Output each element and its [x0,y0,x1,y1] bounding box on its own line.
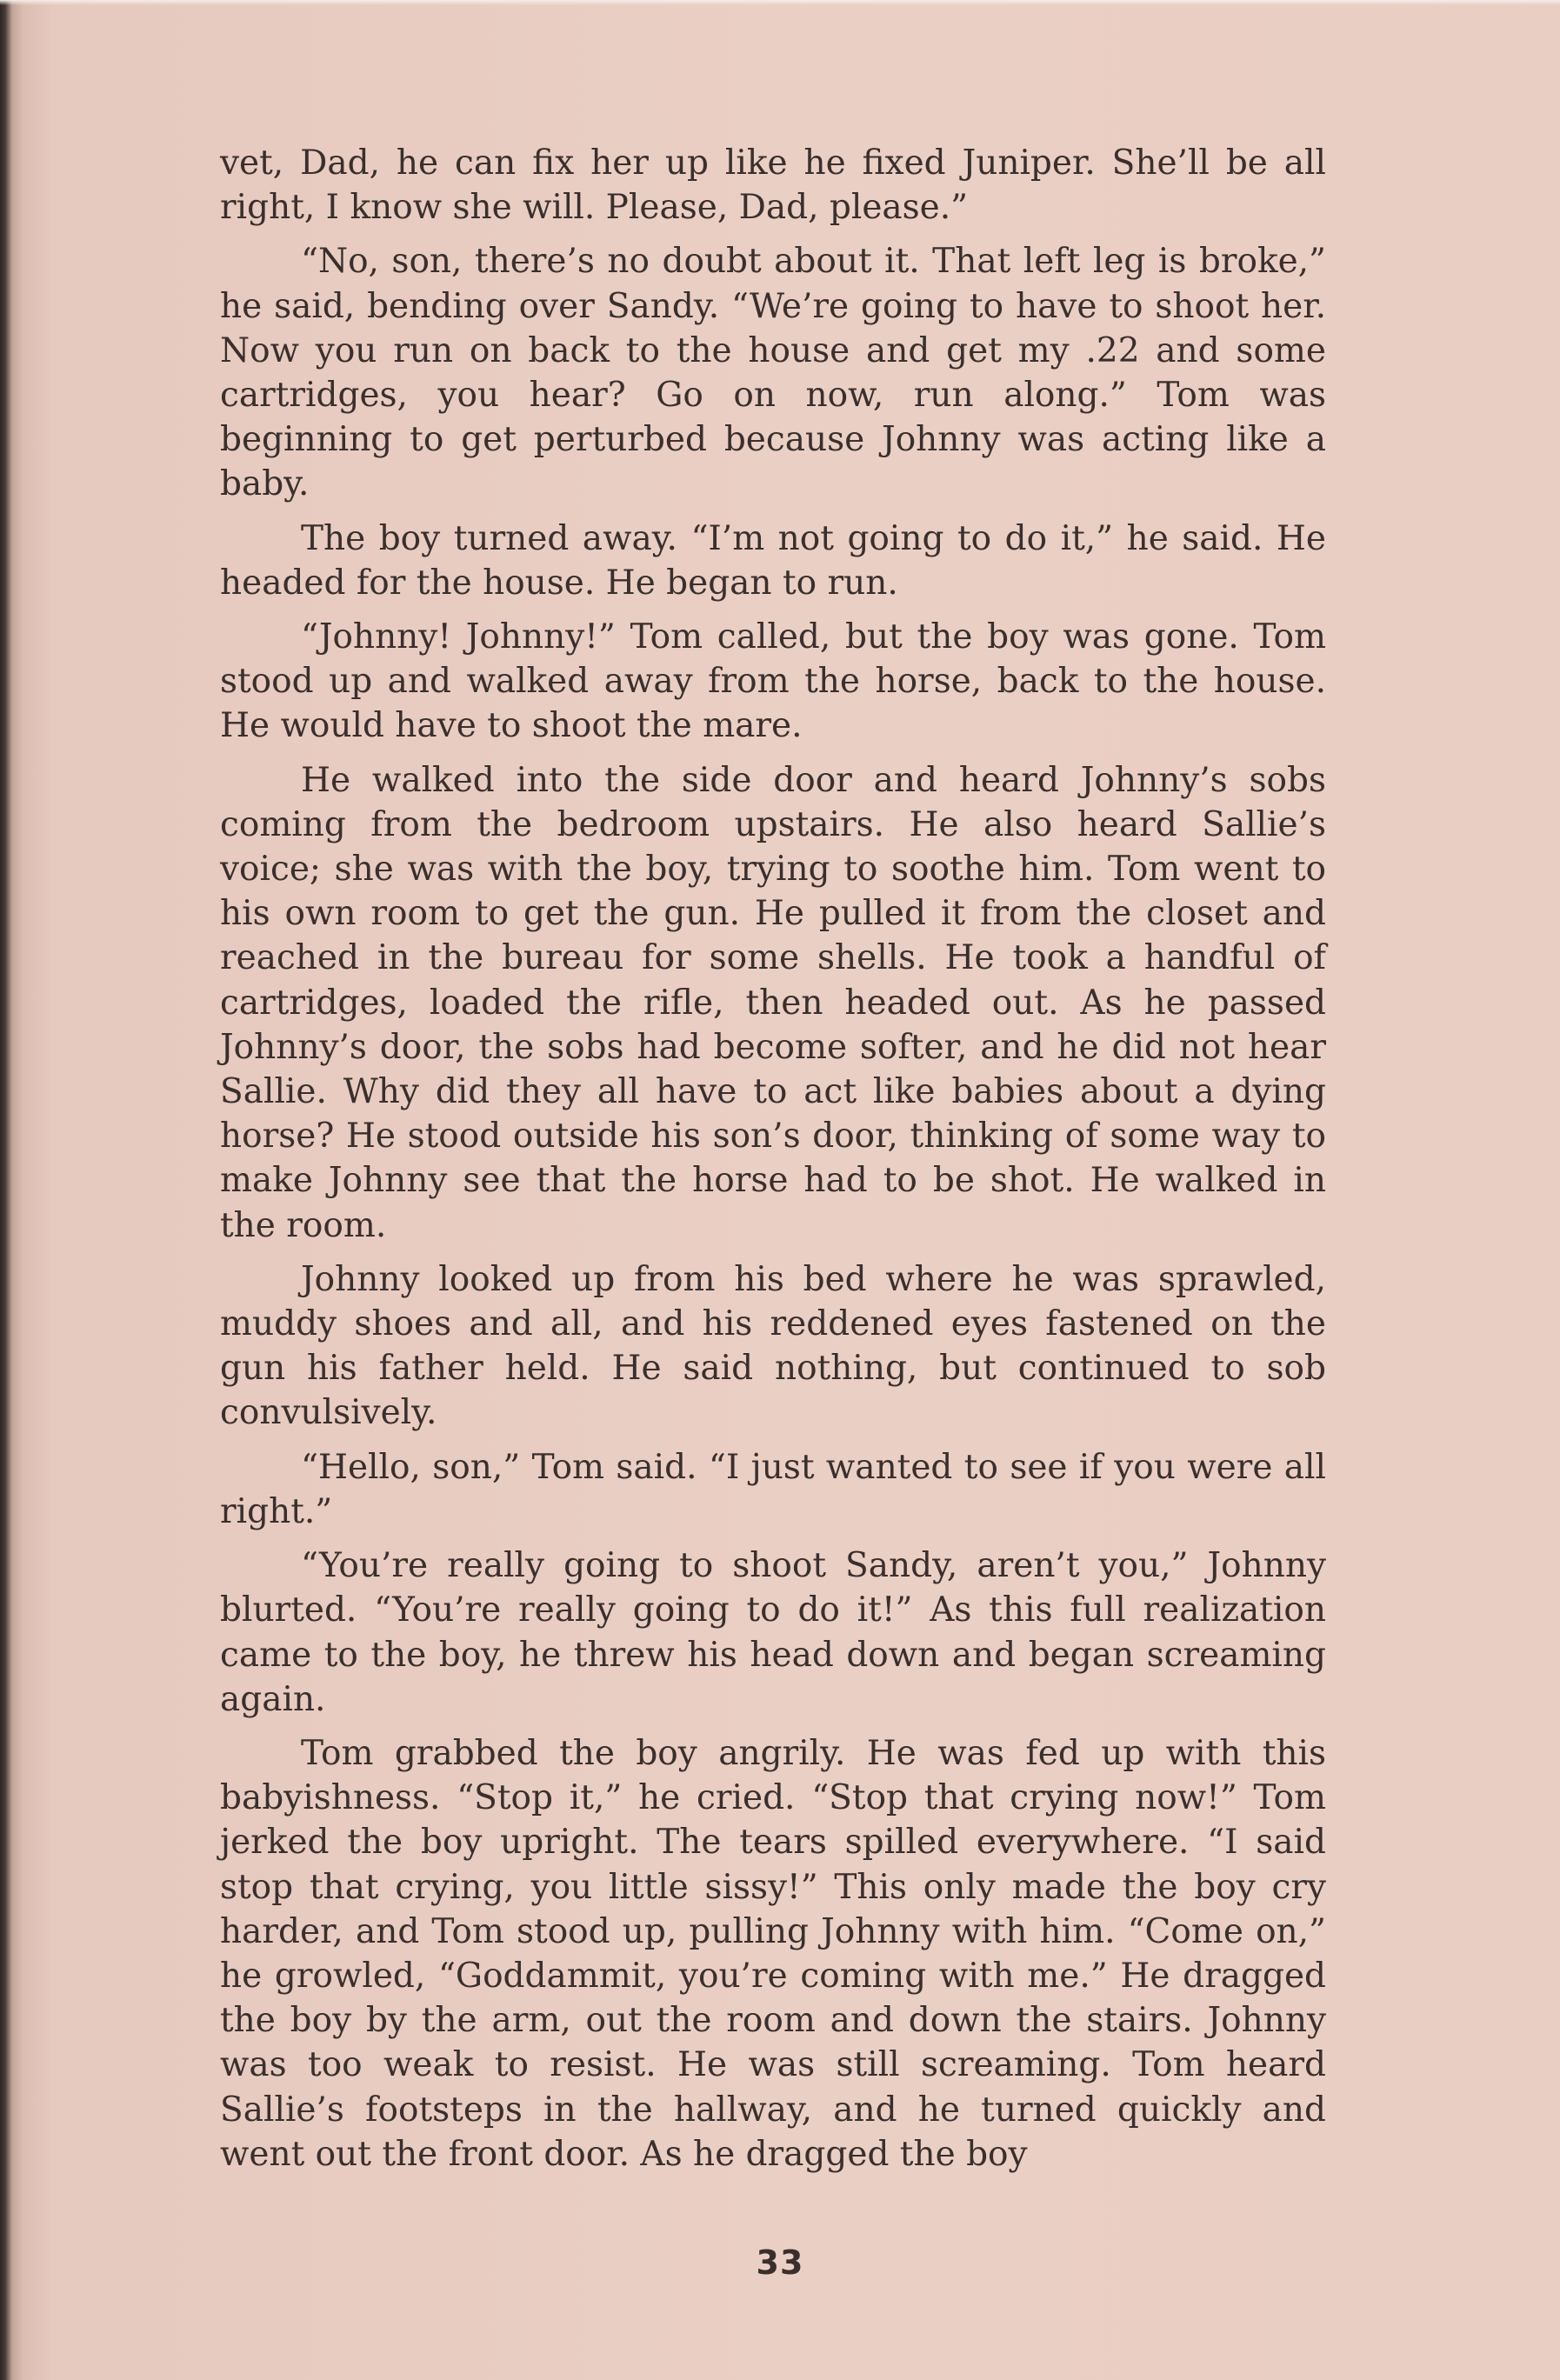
paragraph: “You’re really going to shoot Sandy, aren’t you,” Johnny blurted. “You’re really going to do it!” As this full realization came to the boy, he threw his head down and began screaming again. [220,1546,1326,1719]
paragraph: The boy turned away. “I’m not going to do it,” he said. He headed for the house. He began to run. [220,518,1326,603]
page-number: 33 [756,2243,804,2282]
body-text [220,141,1326,2186]
paragraph: “Hello, son,” Tom said. “I just wanted to see if you were all right.” [220,1447,1326,1531]
paragraph: Tom grabbed the boy angrily. He was fed up with this babyishness. “Stop it,” he cried. “Stop that crying now!” Tom jerked the boy upright. The tears spilled everywhere. “I said stop that crying, you little sissy!” This only made the boy cry harder, and Tom stood up, pulling Johnny with him. “Come on,” he growled, “Goddammit, you’re coming with me.” He dragged the boy by the arm, out the room and down the stairs. Johnny was too weak to resist. He was still screaming. Tom heard Sallie’s footsteps in the hallway, and he turned quickly and went out the front door. As he dragged the boy [220,1733,1326,2174]
paragraph: “Johnny! Johnny!” Tom called, but the boy was gone. Tom stood up and walked away from the horse, back to the house. He would have to shoot the mare. [220,617,1326,746]
paragraph: He walked into the side door and heard Johnny’s sobs coming from the bedroom upstairs. He also heard Sallie’s voice; she was with the boy, trying to soothe him. Tom went to his own room to get the gun. He pulled it from the closet and reached in the bureau for some shells. He took a handful of cartridges, loaded the rifle, then headed out. As he passed Johnny’s door, the sobs had become softer, and he did not hear Sallie. Why did they all have to act like babies about a dying horse? He stood outside his son’s door, thinking of some way to make Johnny see that the horse had to be shot. He walked in the room. [220,760,1326,1245]
page-edge [0,0,1560,5]
paragraph: vet, Dad, he can fix her up like he fixed Juniper. She’ll be all right, I know she will. Please, Dad, please.” [220,143,1326,228]
paragraph: “No, son, there’s no doubt about it. That left leg is broke,” he said, bending over Sandy. “We’re going to have to shoot her. Now you run on back to the house and get my .22 and some cartridges, you hear? Go on now, run along.” Tom was beginning to get perturbed because Johnny was acting like a baby. [220,242,1326,504]
paragraph: Johnny looked up from his bed where he was sprawled, muddy shoes and all, and his reddened eyes fastened on the gun his father held. He said nothing, but continued to sob convulsively. [220,1259,1326,1433]
